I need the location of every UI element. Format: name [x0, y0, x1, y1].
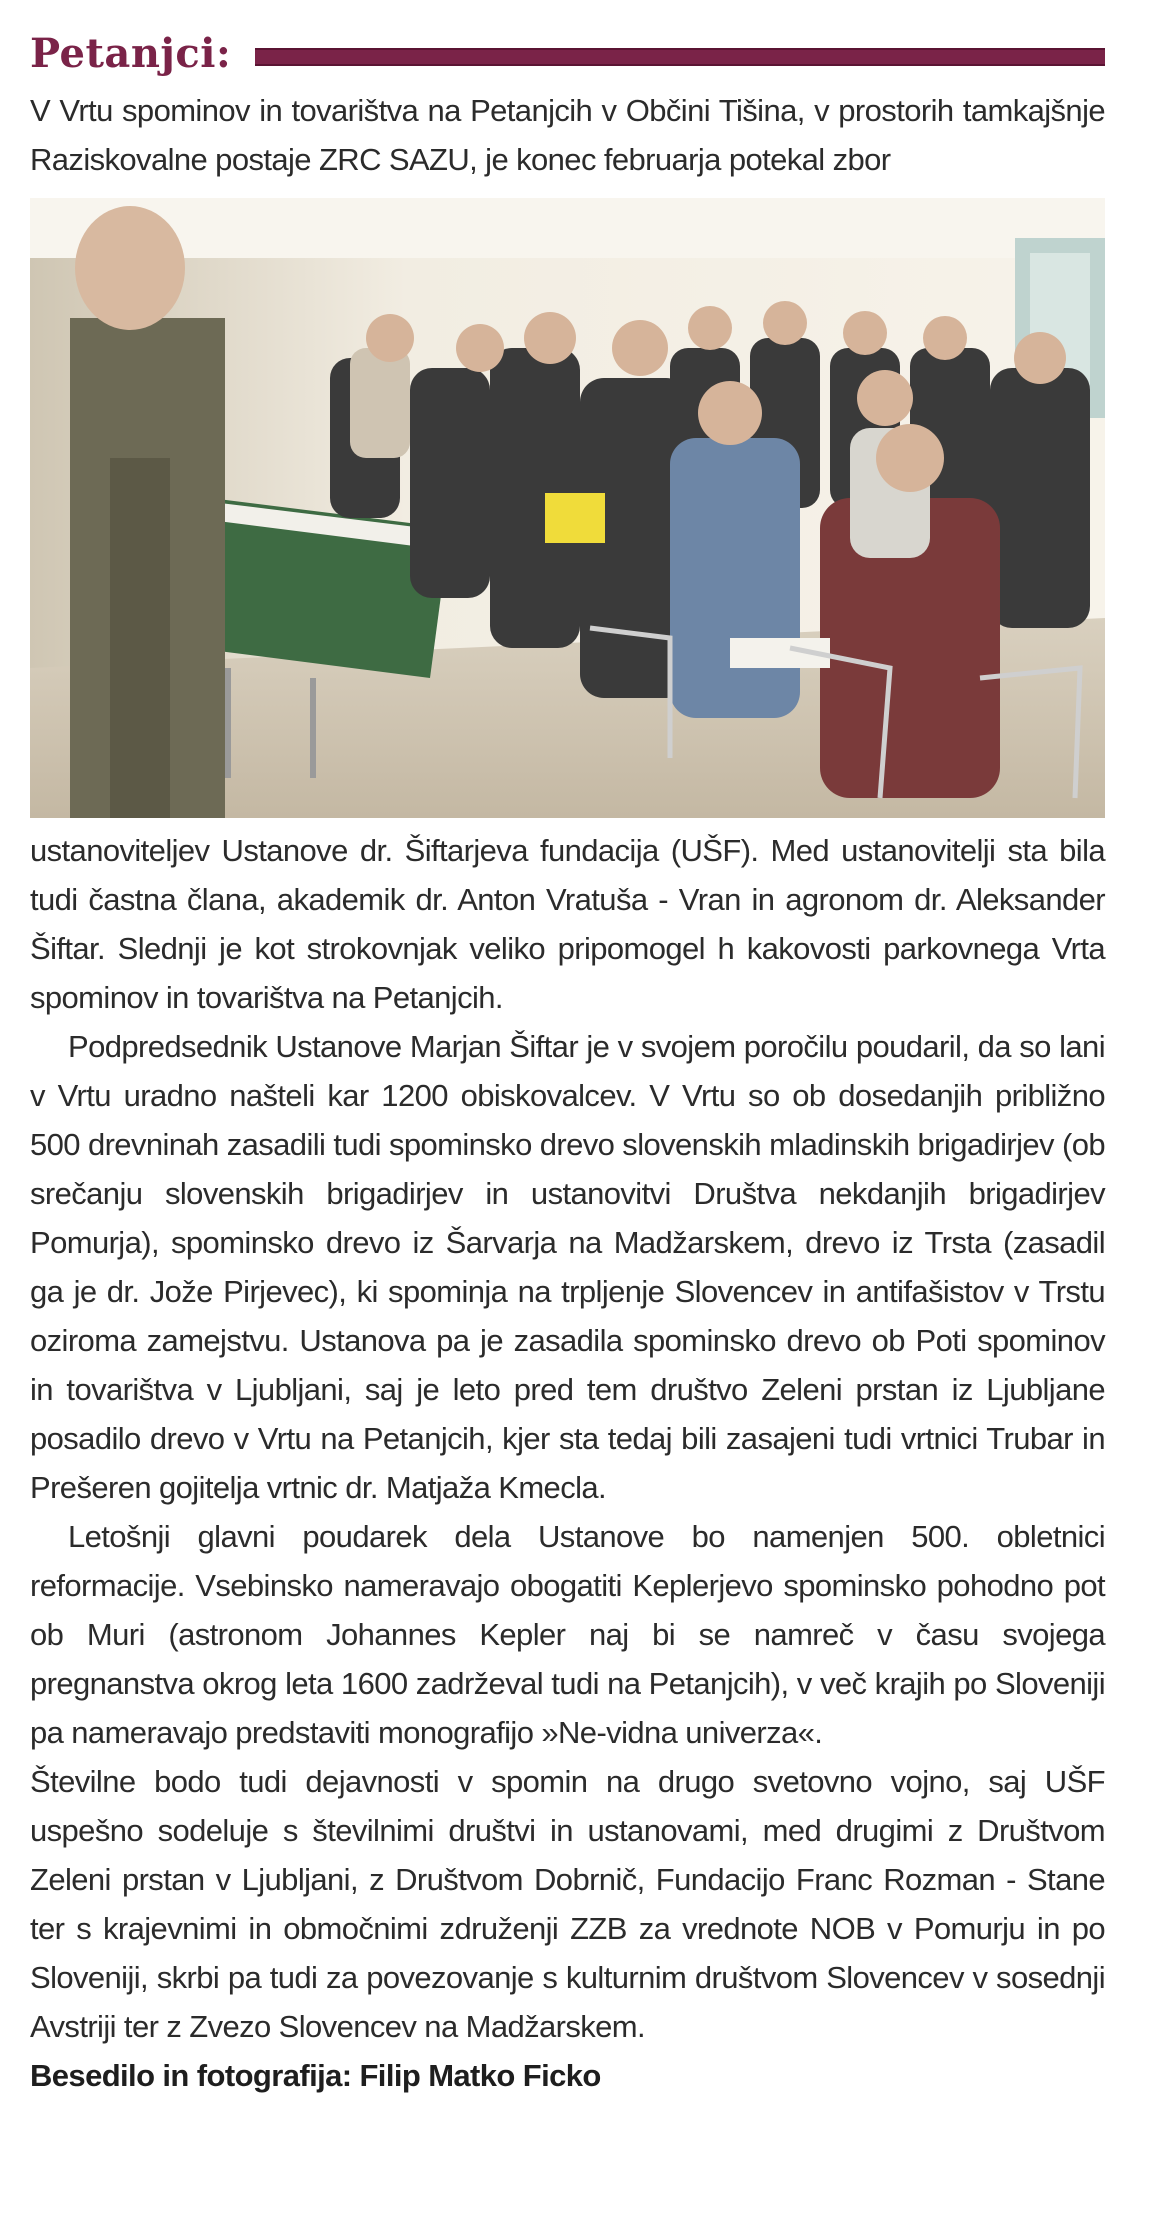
paragraph-report: Podpredsednik Ustanove Marjan Šiftar je v svojem poročilu poudaril, da so lani v Vrtu uradno našteli kar 1200 obiskovalcev. V Vrtu so ob dosedanjih približno 500 drevninah zasadili tudi spominsko drevo slovenskih mladinskih brigadirjev (ob srečanju slovenskih brigadirjev in ustanovitvi Društva nekdanjih brigadirjev Pomurja), spominsko drevo iz Šarvarja na Madžarskem, drevo iz Trsta (zasadil ga je dr. Jože Pirjevec), ki spominja na trpljenje Slovencev in antifašistov v Trstu oziroma zamejstvu. Ustanova pa je zasadila spominsko drevo ob Poti spominov in tovarištva v Ljubljani, saj je leto pred tem društvo Zeleni prstan iz Ljubljane posadilo drevo v Vrtu na Petanjcih, kjer sta tedaj bili zasajeni tudi vrtnici Trubar in Prešeren gojitelja vrtnic dr. Matjaža Kmecla.	[30, 1029, 1105, 1505]
paragraph-reformation: Letošnji glavni poudarek dela Ustanove bo namenjen 500. obletnici reformacije. Vsebinsko nameravajo obogatiti Keplerjevo spominsko pohodno pot ob Muri (astronom Johannes Kepler naj bi se namreč v času svojega pregnanstva okrog leta 1600 zadrževal tudi na Petanjcih), v več krajih po Sloveniji pa nameravajo predstaviti monografijo »Ne-vidna univerza«.	[30, 1519, 1105, 1750]
article-heading: Petanjci:	[30, 30, 232, 77]
paragraph-intro: V Vrtu spominov in tovarištva na Petanjcih v Občini Tišina, v prostorih tamkajšnje Raziskovalne postaje ZRC SAZU, je konec februarja potekal zbor	[30, 93, 1105, 177]
paragraph-founders: ustanoviteljev Ustanove dr. Šiftarjeva fundacija (UŠF). Med ustanovitelji sta bila tudi častna člana, akademik dr. Anton Vratuša - Vran in agronom dr. Aleksander Šiftar. Slednji je kot strokovnjak veliko pripomogel h kakovosti parkovnega Vrta spominov in tovarištva na Petanjcih.	[30, 833, 1105, 1015]
article	[30, 28, 1105, 2101]
photo-credit: Besedilo in fotografija: Filip Matko Ficko	[30, 2058, 601, 2093]
paragraph-activities: Številne bodo tudi dejavnosti v spomin na drugo svetovno vojno, saj UŠF uspešno sodeluje s številnimi društvi in ustanovami, med drugimi z Društvom Zeleni prstan v Ljubljani, z Društvom Dobrnič, Fundacijo Franc Rozman - Stane ter s krajevnimi in območnimi združenji ZZB za vrednote NOB v Pomurju in po Sloveniji, skrbi pa tudi za povezovanje s kulturnim društvom Slovencev v sosednji Avstriji ter z Zvezo Slovencev na Madžarskem.	[30, 1764, 1105, 2044]
meeting-photo-illustration	[30, 198, 1105, 818]
article-header	[30, 28, 1105, 80]
meeting-photo	[30, 198, 1105, 818]
heading-rule	[255, 48, 1105, 66]
